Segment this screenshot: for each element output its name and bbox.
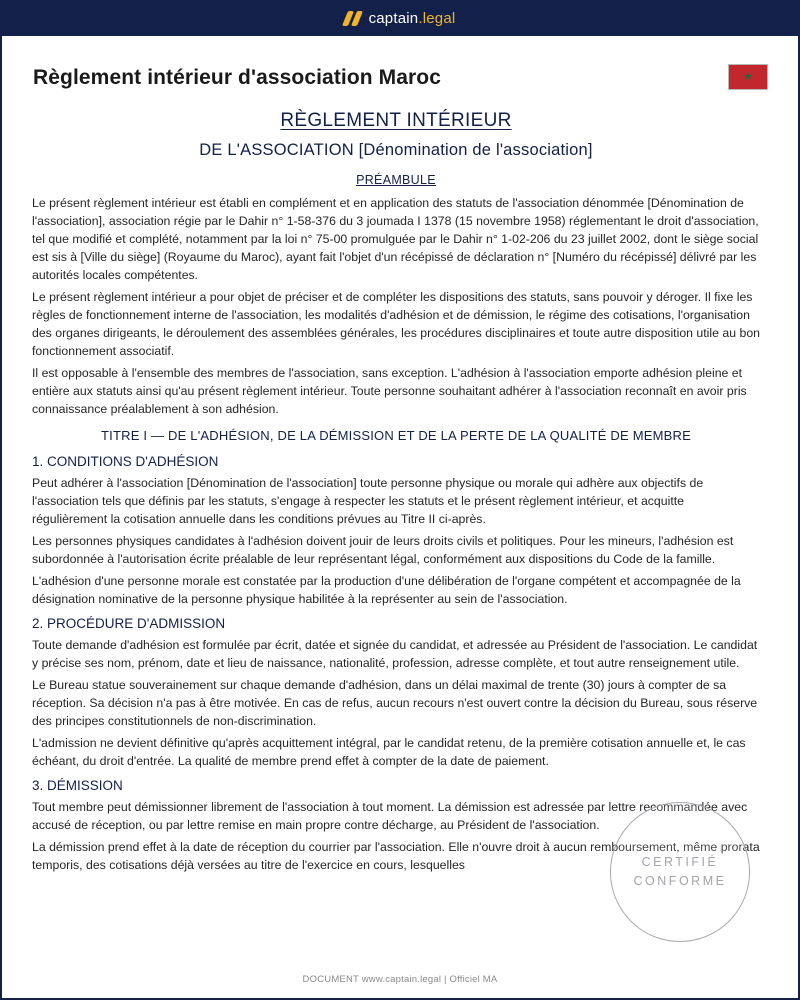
section-paragraph: Toute demande d'adhésion est formulée par écrit, datée et signée du candidat, et adressée au Président de l'association. Le candidat y précise ses nom, prénom, date et lieu de naissance, nationalité, profession, adresse complète, et tout autre renseignement utile. [32,638,758,670]
section-paragraph: L'adhésion d'une personne morale est constatée par la production d'une délibération de l'organe compétent et accompagnée de la désignation nominative de la personne physique habilitée à la représenter au sein de l'association. [32,574,741,606]
preambule-paragraph: Il est opposable à l'ensemble des membres de l'association, sans exception. L'adhésion à l'association emporte adhésion pleine et entière aux statuts ainsi qu'au présent règlement intérieur. Toute personne souhaitant adhérer à l'association reconnaît en avoir pris connaissance préalablement à son adhésion. [32,366,747,416]
titre-heading: TITRE I — DE L'ADHÉSION, DE LA DÉMISSION ET DE LA PERTE DE LA QUALITÉ DE MEMBRE [101,428,691,443]
brand-tld: legal [422,9,456,27]
certified-seal-stamp [610,802,750,942]
section-paragraph: Tout membre peut démissionner librement de l'association à tout moment. La démission est adressée par lettre recommandée avec accusé de réception, ou par lettre remise en main propre contre décharge, au Président de l'association. [32,800,748,832]
document-subheading: DE L'ASSOCIATION [Dénomination de l'association] [199,141,593,159]
page-title: Règlement intérieur d'association Maroc [33,66,441,89]
morocco-flag-icon [728,64,768,90]
flag-star: ★ [743,70,753,83]
document-body [32,110,760,878]
preambule-paragraph: Le présent règlement intérieur a pour objet de préciser et de compléter les dispositions des statuts, sans pouvoir y déroger. Il fixe les règles de fonctionnement interne de l'association, les modalités d'adhésion et de démission, le régime des cotisations, l'organisation des organes dirigeants, le déroulement des assemblées générales, les procédures disciplinaires et toute autre disposition utile au bon fonctionnement associatif. [32,290,761,358]
document-footer [2,968,798,998]
brand-name: captain [368,9,419,27]
section-paragraph: Les personnes physiques candidates à l'adhésion doivent jouir de leurs droits civils et politiques. Pour les mineurs, l'adhésion est subordonnée à l'autorisation écrite préalable de leur représentant légal, conformément aux dispositions du Code de la famille. [32,534,734,566]
document-heading: RÈGLEMENT INTÉRIEUR [280,110,512,131]
preambule-paragraph: Le présent règlement intérieur est établi en complément et en application des statuts de l'association dénommée [Dénomination de l'association], association régie par le Dahir n° 1-58-376 du 3 joumada I 1378 (15 novembre 1958) réglementant le droit d'association, tel que modifié et complété, notamment par la loi n° 75-00 promulguée par le Dahir n° 1-02-206 du 23 juillet 2002, dont le siège social est sis à [Ville du siège] (Royaume du Maroc), ayant fait l'objet d'un récépissé de déclaration n° [Numéro du récépissé] délivré par les autorités locales compétentes. [32,196,759,282]
seal-line-1: CERTIFIÉ [641,855,719,869]
section-paragraph: La démission prend effet à la date de réception du courrier par l'association. Elle n'ouvre droit à aucun remboursement, même prorata temporis, des cotisations déjà versées au titre de l'exercice en cours, lesquelles [32,840,760,872]
brand-dot: . [418,9,423,27]
section-heading: 2. PROCÉDURE D'ADMISSION [32,616,226,631]
section-paragraph: L'admission ne devient définitive qu'après acquittement intégral, par le candidat retenu, de la première cotisation annuelle et, le cas échéant, du droit d'entrée. La qualité de membre prend effet à compter de la date de paiement. [32,736,746,768]
page-fade [2,948,798,968]
double-slash-logo-icon[interactable] [345,11,360,26]
document-page [2,36,798,998]
section-heading: 1. CONDITIONS D'ADHÉSION [32,454,219,469]
brand-logo[interactable] [369,10,456,27]
section-paragraph: Peut adhérer à l'association [Dénomination de l'association] toute personne physique ou morale qui adhère aux objectifs de l'association tels que définis par les statuts, s'engage à respecter les statuts et le présent règlement intérieur, et acquitte régulièrement la cotisation annuelle dans les conditions prévues au Titre II ci-après. [32,476,704,526]
section-paragraph: Le Bureau statue souverainement sur chaque demande d'adhésion, dans un délai maximal de trente (30) jours à compter de sa réception. Sa décision n'a pas à être motivée. En cas de refus, aucun recours n'est ouvert contre la décision du Bureau, sous réserve des principes constitutionnels de non-discrimination. [32,678,758,728]
seal-line-2: CONFORME [633,874,727,888]
preambule-heading: PRÉAMBULE [356,173,436,187]
footer-text: DOCUMENT www.captain.legal | Officiel MA [302,974,498,985]
section-heading: 3. DÉMISSION [32,778,123,793]
top-bar [0,0,800,36]
